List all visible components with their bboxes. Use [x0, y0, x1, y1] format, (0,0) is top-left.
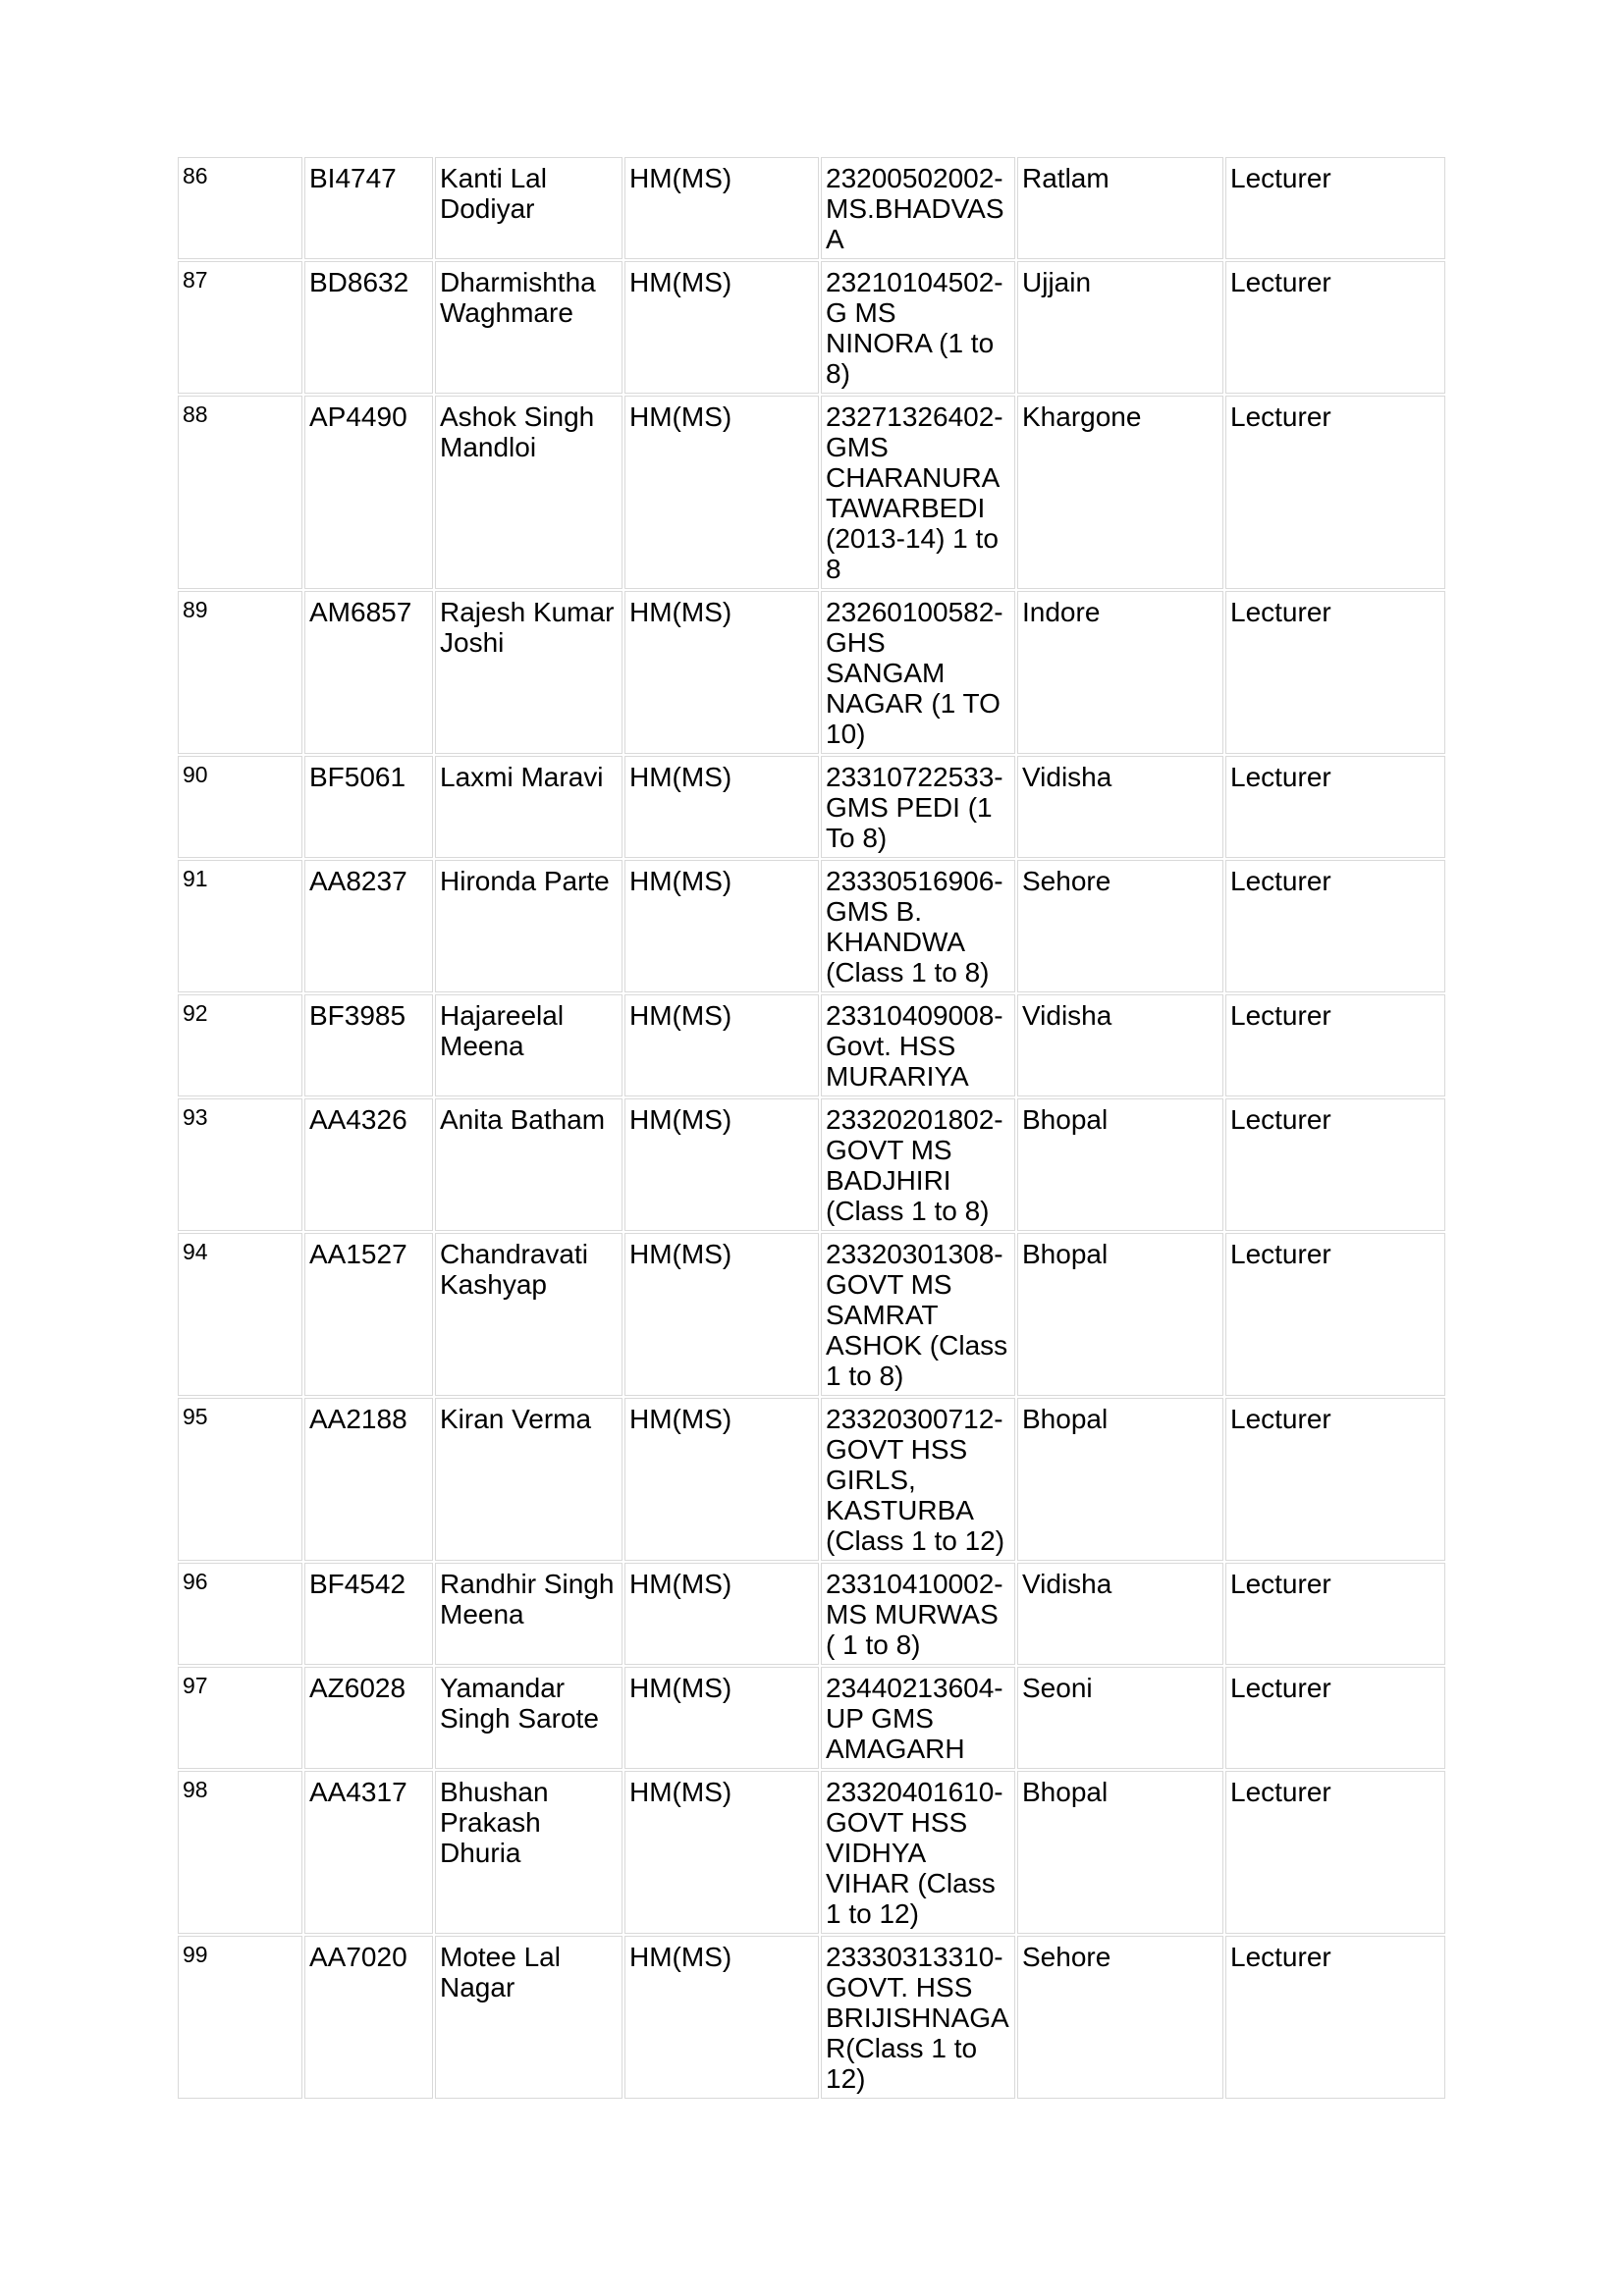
district-cell: Bhopal	[1017, 1398, 1223, 1561]
teacher-list-table	[176, 155, 1447, 2101]
district-cell: Vidisha	[1017, 756, 1223, 858]
district-cell: Bhopal	[1017, 1098, 1223, 1231]
post-cell: HM(MS)	[624, 1771, 819, 1934]
employee-name-cell: Ashok Singh Mandloi	[435, 396, 623, 589]
school-cell: 23310410002-MS MURWAS ( 1 to 8)	[821, 1563, 1015, 1665]
district-cell: Sehore	[1017, 860, 1223, 992]
school-cell: 23210104502-G MS NINORA (1 to 8)	[821, 261, 1015, 394]
school-cell: 23330313310-GOVT. HSS BRIJISHNAGAR(Class 1 to 12)	[821, 1936, 1015, 2099]
designation-cell: Lecturer	[1225, 860, 1445, 992]
employee-name-cell: Kanti Lal Dodiyar	[435, 157, 623, 259]
school-cell: 23440213604-UP GMS AMAGARH	[821, 1667, 1015, 1769]
employee-id-cell: BI4747	[304, 157, 433, 259]
table-row	[178, 1563, 1445, 1665]
post-cell: HM(MS)	[624, 591, 819, 754]
table-row	[178, 1667, 1445, 1769]
serial-number-cell: 93	[178, 1098, 302, 1231]
serial-number-cell: 89	[178, 591, 302, 754]
employee-id-cell: AA1527	[304, 1233, 433, 1396]
school-cell: 23320300712-GOVT HSS GIRLS, KASTURBA (Class 1 to 12)	[821, 1398, 1015, 1561]
designation-cell: Lecturer	[1225, 261, 1445, 394]
employee-name-cell: Rajesh Kumar Joshi	[435, 591, 623, 754]
district-cell: Bhopal	[1017, 1771, 1223, 1934]
table-row	[178, 157, 1445, 259]
school-cell: 23271326402-GMS CHARANURA TAWARBEDI (2013-14) 1 to 8	[821, 396, 1015, 589]
district-cell: Vidisha	[1017, 994, 1223, 1096]
post-cell: HM(MS)	[624, 1233, 819, 1396]
employee-id-cell: AA7020	[304, 1936, 433, 2099]
designation-cell: Lecturer	[1225, 396, 1445, 589]
employee-id-cell: AP4490	[304, 396, 433, 589]
designation-cell: Lecturer	[1225, 591, 1445, 754]
table-row	[178, 1398, 1445, 1561]
school-cell: 23200502002-MS.BHADVASA	[821, 157, 1015, 259]
serial-number-cell: 97	[178, 1667, 302, 1769]
district-cell: Ratlam	[1017, 157, 1223, 259]
table-row	[178, 396, 1445, 589]
designation-cell: Lecturer	[1225, 756, 1445, 858]
district-cell: Indore	[1017, 591, 1223, 754]
district-cell: Khargone	[1017, 396, 1223, 589]
post-cell: HM(MS)	[624, 157, 819, 259]
table-body	[178, 157, 1445, 2099]
district-cell: Ujjain	[1017, 261, 1223, 394]
designation-cell: Lecturer	[1225, 994, 1445, 1096]
serial-number-cell: 90	[178, 756, 302, 858]
school-cell: 23260100582-GHS SANGAM NAGAR (1 TO 10)	[821, 591, 1015, 754]
serial-number-cell: 88	[178, 396, 302, 589]
employee-id-cell: AA2188	[304, 1398, 433, 1561]
district-cell: Seoni	[1017, 1667, 1223, 1769]
post-cell: HM(MS)	[624, 1098, 819, 1231]
employee-id-cell: AA8237	[304, 860, 433, 992]
school-cell: 23320401610-GOVT HSS VIDHYA VIHAR (Class 1 to 12)	[821, 1771, 1015, 1934]
serial-number-cell: 92	[178, 994, 302, 1096]
serial-number-cell: 86	[178, 157, 302, 259]
designation-cell: Lecturer	[1225, 1563, 1445, 1665]
table-row	[178, 591, 1445, 754]
serial-number-cell: 95	[178, 1398, 302, 1561]
post-cell: HM(MS)	[624, 261, 819, 394]
school-cell: 23330516906-GMS B. KHANDWA (Class 1 to 8)	[821, 860, 1015, 992]
designation-cell: Lecturer	[1225, 1398, 1445, 1561]
employee-id-cell: BD8632	[304, 261, 433, 394]
employee-name-cell: Kiran Verma	[435, 1398, 623, 1561]
district-cell: Bhopal	[1017, 1233, 1223, 1396]
employee-name-cell: Chandravati Kashyap	[435, 1233, 623, 1396]
school-cell: 23320301308-GOVT MS SAMRAT ASHOK (Class 1 to 8)	[821, 1233, 1015, 1396]
post-cell: HM(MS)	[624, 860, 819, 992]
serial-number-cell: 91	[178, 860, 302, 992]
designation-cell: Lecturer	[1225, 157, 1445, 259]
employee-id-cell: AZ6028	[304, 1667, 433, 1769]
serial-number-cell: 94	[178, 1233, 302, 1396]
employee-name-cell: Randhir Singh Meena	[435, 1563, 623, 1665]
designation-cell: Lecturer	[1225, 1936, 1445, 2099]
designation-cell: Lecturer	[1225, 1771, 1445, 1934]
post-cell: HM(MS)	[624, 396, 819, 589]
employee-name-cell: Motee Lal Nagar	[435, 1936, 623, 2099]
designation-cell: Lecturer	[1225, 1667, 1445, 1769]
table-row	[178, 1233, 1445, 1396]
employee-id-cell: AA4317	[304, 1771, 433, 1934]
school-cell: 23320201802-GOVT MS BADJHIRI (Class 1 to 8)	[821, 1098, 1015, 1231]
school-cell: 23310722533-GMS PEDI (1 To 8)	[821, 756, 1015, 858]
table-row	[178, 994, 1445, 1096]
table-row	[178, 261, 1445, 394]
table-row	[178, 1936, 1445, 2099]
employee-id-cell: AA4326	[304, 1098, 433, 1231]
employee-id-cell: BF3985	[304, 994, 433, 1096]
post-cell: HM(MS)	[624, 1667, 819, 1769]
employee-name-cell: Dharmishtha Waghmare	[435, 261, 623, 394]
school-cell: 23310409008-Govt. HSS MURARIYA	[821, 994, 1015, 1096]
table-row	[178, 860, 1445, 992]
serial-number-cell: 87	[178, 261, 302, 394]
serial-number-cell: 99	[178, 1936, 302, 2099]
serial-number-cell: 98	[178, 1771, 302, 1934]
post-cell: HM(MS)	[624, 1936, 819, 2099]
post-cell: HM(MS)	[624, 1563, 819, 1665]
district-cell: Sehore	[1017, 1936, 1223, 2099]
employee-name-cell: Hironda Parte	[435, 860, 623, 992]
employee-name-cell: Hajareelal Meena	[435, 994, 623, 1096]
district-cell: Vidisha	[1017, 1563, 1223, 1665]
post-cell: HM(MS)	[624, 1398, 819, 1561]
designation-cell: Lecturer	[1225, 1098, 1445, 1231]
employee-id-cell: AM6857	[304, 591, 433, 754]
table-row	[178, 1771, 1445, 1934]
employee-name-cell: Laxmi Maravi	[435, 756, 623, 858]
employee-name-cell: Yamandar Singh Sarote	[435, 1667, 623, 1769]
employee-id-cell: BF4542	[304, 1563, 433, 1665]
table-row	[178, 1098, 1445, 1231]
post-cell: HM(MS)	[624, 756, 819, 858]
designation-cell: Lecturer	[1225, 1233, 1445, 1396]
table-row	[178, 756, 1445, 858]
post-cell: HM(MS)	[624, 994, 819, 1096]
employee-name-cell: Anita Batham	[435, 1098, 623, 1231]
employee-name-cell: Bhushan Prakash Dhuria	[435, 1771, 623, 1934]
serial-number-cell: 96	[178, 1563, 302, 1665]
employee-id-cell: BF5061	[304, 756, 433, 858]
